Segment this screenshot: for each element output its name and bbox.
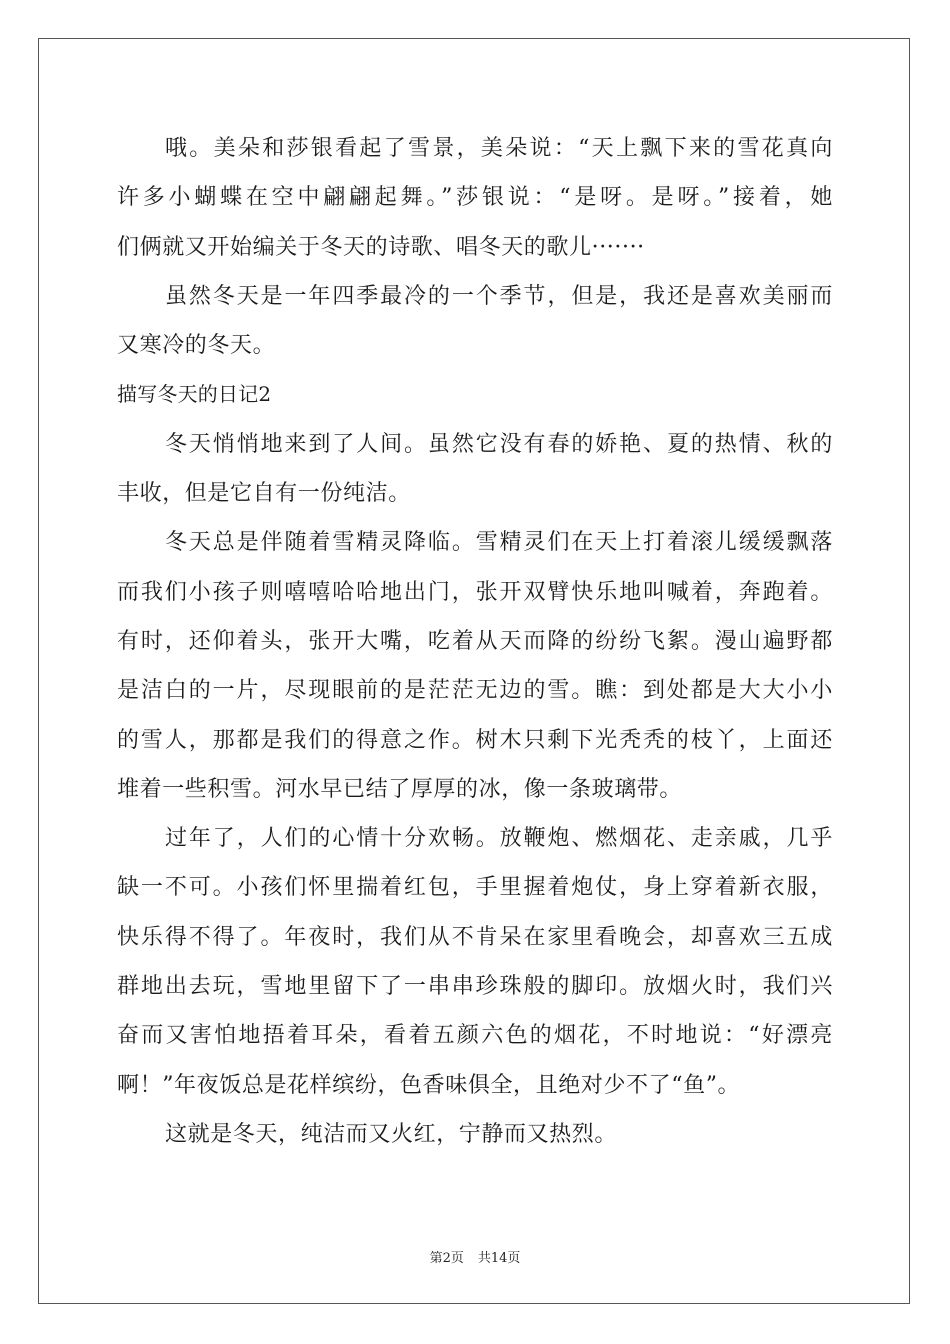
paragraph-line: 奋而又害怕地捂着耳朵，看着五颜六色的烟花，不时地说：“好漂亮 xyxy=(117,1023,833,1049)
paragraph-line: 缺一不可。小孩们怀里揣着红包，手里握着炮仗，身上穿着新衣服， xyxy=(117,875,833,901)
paragraph-line: 虽然冬天是一年四季最冷的一个季节，但是，我还是喜欢美丽而 xyxy=(165,283,833,309)
paragraph-line: 冬天悄悄地来到了人间。虽然它没有春的娇艳、夏的热情、秋的 xyxy=(165,431,833,457)
paragraph-line: 哦。美朵和莎银看起了雪景，美朵说：“天上飘下来的雪花真向 xyxy=(165,136,833,161)
paragraph-line: 许多小蝴蝶在空中翩翩起舞。”莎银说：“是呀。是呀。”接着，她 xyxy=(117,185,833,211)
paragraph-line: 丰收，但是它自有一份纯洁。 xyxy=(117,481,411,507)
paragraph-line: 堆着一些积雪。河水早已结了厚厚的冰，像一条玻璃带。 xyxy=(117,776,683,802)
paragraph-line: 的雪人，那都是我们的得意之作。树木只剩下光秃秃的枝丫，上面还 xyxy=(117,727,833,753)
paragraph-line: 群地出去玩，雪地里留下了一串串珍珠般的脚印。放烟火时，我们兴 xyxy=(117,974,833,1000)
paragraph-line: 而我们小孩子则嘻嘻哈哈地出门，张开双臂快乐地叫喊着，奔跑着。 xyxy=(117,579,833,605)
paragraph-line: 是洁白的一片，尽现眼前的是茫茫无边的雪。瞧：到处都是大大小小 xyxy=(117,678,833,704)
paragraph-line: 这就是冬天，纯洁而又火红，宁静而又热烈。 xyxy=(165,1121,618,1147)
page-number: 第2页 xyxy=(429,1251,464,1266)
document-body xyxy=(117,124,833,1159)
paragraph-line: 啊！”年夜饭总是花样缤纷，色香味俱全，且绝对少不了“鱼”。 xyxy=(117,1072,741,1098)
paragraph-line: 有时，还仰着头，张开大嘴，吃着从天而降的纷纷飞絮。漫山遍野都 xyxy=(117,628,833,654)
page-footer xyxy=(0,1247,950,1266)
paragraph-line: 快乐得不得了。年夜时，我们从不肯呆在家里看晚会，却喜欢三五成 xyxy=(117,924,833,950)
paragraph-line: 冬天总是伴随着雪精灵降临。雪精灵们在天上打着滚儿缓缓飘落 xyxy=(165,530,833,556)
section-heading: 描写冬天的日记2 xyxy=(117,382,272,407)
paragraph-line: 过年了，人们的心情十分欢畅。放鞭炮、燃烟花、走亲戚，几乎 xyxy=(165,826,833,852)
paragraph-line: 们俩就又开始编关于冬天的诗歌、唱冬天的歌儿······· xyxy=(117,234,645,260)
paragraph-line: 又寒冷的冬天。 xyxy=(117,333,276,359)
page-total: 共14页 xyxy=(477,1251,521,1266)
